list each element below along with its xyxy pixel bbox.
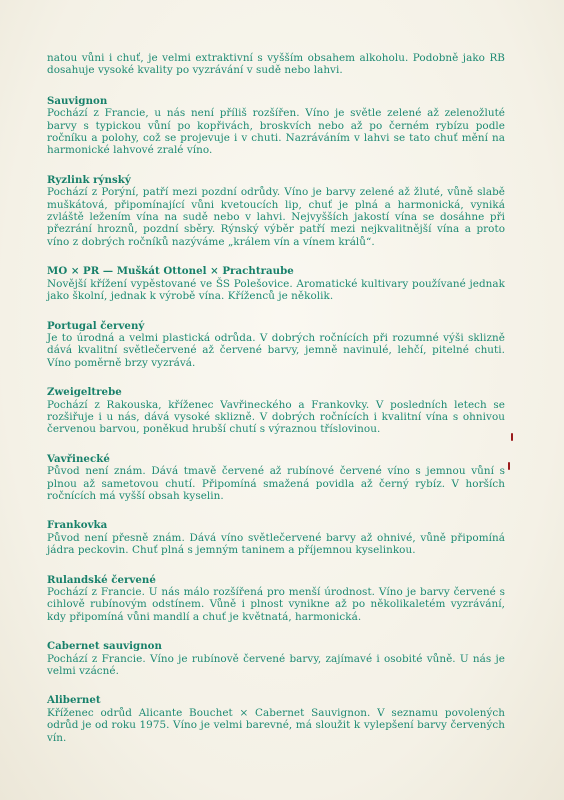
section-alibernet — [47, 694, 505, 744]
document-content — [47, 52, 505, 761]
section-title: Frankovka — [47, 519, 108, 532]
section-title: Alibernet — [47, 694, 101, 707]
section-mo-pr — [47, 265, 505, 302]
section-title: Ryzlink rýnský — [47, 173, 131, 186]
section-frankovka — [47, 519, 505, 556]
section-vavrinecke — [47, 453, 505, 503]
section-title: Vavřinecké — [47, 452, 110, 465]
ink-mark — [511, 433, 513, 441]
section-text: Novější křížení vypěstované ve ŠS Polešovice. Aromatické kultivary používané jednak jako školní, jednak k výrobě vína. Kříženců je několik. — [47, 277, 505, 303]
section-text: Pochází z Rakouska, kříženec Vavřineckého a Frankovky. V posledních letech se rozšiřuje i u nás, dává vysoké sklizně. V dobrých ročnících i kvalitní vína s ohnivou červenou barvou, poněkud hrubší chutí s výraznou tříslovinou. — [47, 398, 505, 436]
section-zweigeltrebe — [47, 386, 505, 436]
section-sauvignon — [47, 95, 505, 157]
section-title: MO × PR — Muškát Ottonel × Prachtraube — [47, 265, 294, 278]
section-text: Pochází z Porýní, patří mezi pozdní odrůdy. Víno je barvy zelené až žluté, vůně slabě muškátová, připomínající vůni kvetoucích lip, chuť je plná a harmonická, vyniká zvláště ležením vína na sudě nebo v lahvi. Nejvyšších jakostí vína se dosáhne při přezrání hroznů, pozdní sběry. Rýnský výběr patří mezi nejkvalitnější vína a proto víno z dobrých ročníků nazýváme „králem vín a vínem králů“. — [47, 186, 505, 248]
section-title: Cabernet sauvignon — [47, 640, 162, 653]
ink-mark — [508, 462, 510, 470]
section-text: Původ není přesně znám. Dává víno světlečervené barvy až ohnivé, vůně připomíná jádra peckovin. Chuť plná s jemným taninem a příjemnou kyselinkou. — [47, 531, 505, 557]
intro-paragraph: natou vůni i chuť, je velmi extraktivní s vyšším obsahem alkoholu. Podobně jako RB dosahuje vysoké kvality po vyzrávání v sudě nebo lahvi. — [47, 52, 505, 77]
section-title: Zweigeltrebe — [47, 386, 122, 399]
section-title: Portugal červený — [47, 319, 145, 332]
section-rulandske-cervene — [47, 574, 505, 624]
section-text: Kříženec odrůd Alicante Bouchet × Cabernet Sauvignon. V seznamu povolených odrůd je od roku 1975. Víno je velmi barevné, má sloužit k vylepšení barvy červených vín. — [47, 706, 505, 744]
section-ryzlink-rynsky — [47, 174, 505, 248]
section-text: Pochází z Francie, u nás není příliš rozšířen. Víno je světle zelené až zelenožluté barvy s typickou vůní po kopřivách, broskvích nebo až po černém rybízu podle ročníku a polohy, což se projevuje i v chuti. Nazráváním v lahvi se tato chuť mění na harmonické lahvové zralé víno. — [47, 107, 505, 157]
section-cabernet-sauvignon — [47, 640, 505, 677]
section-text: Pochází z Francie. U nás málo rozšířená pro menší úrodnost. Víno je barvy červené s cihlově rubínovým odstínem. Vůně i plnost vynikne až po několikaletém vyzrávání, kdy připomíná vůni mandlí a chuť je květnatá, harmonická. — [47, 586, 505, 623]
section-title: Sauvignon — [47, 94, 108, 107]
section-portugal-cerveny — [47, 320, 505, 370]
section-title: Rulandské červené — [47, 573, 156, 586]
section-text: Je to úrodná a velmi plastická odrůda. V dobrých ročnících při rozumné výši sklizně dává kvalitní světlečervené až červené barvy, jemně navinulé, lehčí, pitelné chuti. Víno poměrně brzy vyzrává. — [47, 331, 505, 369]
section-text: Pochází z Francie. Víno je rubínově červené barvy, zajímavé i osobité vůně. U nás je velmi vzácné. — [47, 652, 505, 678]
section-text: Původ není znám. Dává tmavě červené až rubínové červené víno s jemnou vůní s plnou až sametovou chutí. Připomíná smažená povidla až černý rybíz. V horších ročnících má vyšší obsah kyselin. — [47, 465, 505, 502]
